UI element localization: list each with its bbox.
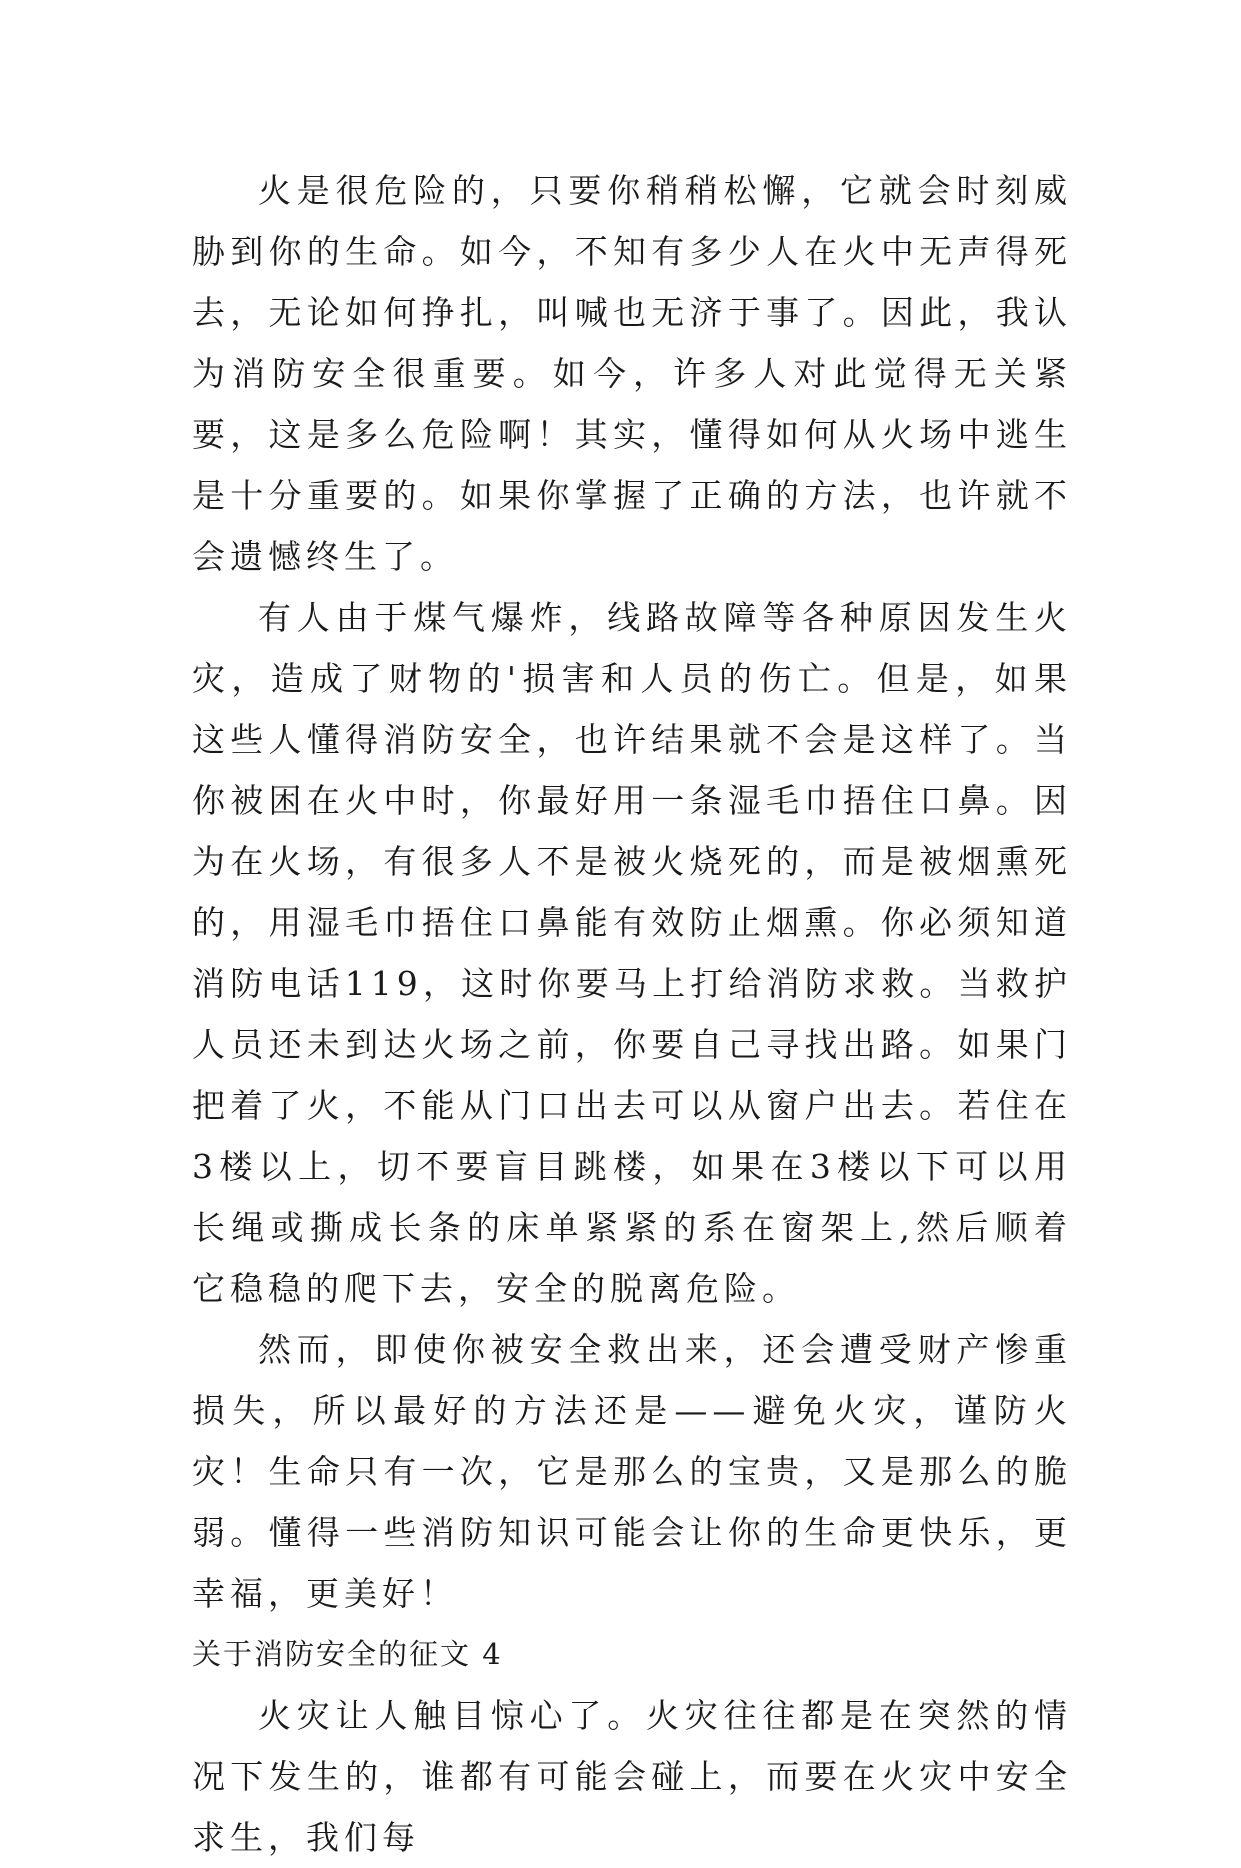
paragraph-escape-methods: 有人由于煤气爆炸，线路故障等各种原因发生火灾，造成了财物的'损害和人员的伤亡。但是，如果这些人懂得消防安全，也许结果就不会是这样了。当你被困在火中时，你最好用一条湿毛巾捂住口鼻。因为在火场，有很多人不是被火烧死的，而是被烟熏死的，用湿毛巾捂住口鼻能有效防止烟熏。你必须知道消防电话119，这时你要马上打给消防求救。当救护人员还未到达火场之前，你要自己寻找出路。如果门把着了火，不能从门口出去可以从窗户出去。若住在3楼以上，切不要盲目跳楼，如果在3楼以下可以用长绳或撕成长条的床单紧紧的系在窗架上,然后顺着它稳稳的爬下去，安全的脱离危险。 (192, 598, 1072, 1308)
paragraph-fire-danger: 火是很危险的，只要你稍稍松懈，它就会时刻威胁到你的生命。如今，不知有多少人在火中无声得死去，无论如何挣扎，叫喊也无济于事了。因此，我认为消防安全很重要。如今，许多人对此觉得无关紧要，这是多么危险啊！其实，懂得如何从火场中逃生是十分重要的。如果你掌握了正确的方法，也许就不会遗憾终生了。 (192, 171, 1072, 576)
paragraph-essay-4-intro: 火灾让人触目惊心了。火灾往往都是在突然的情况下发生的，谁都有可能会碰上，而要在火灾中安全求生，我们每 (192, 1696, 1072, 1857)
section-heading: 关于消防安全的征文 4 (192, 1637, 503, 1671)
paragraph-prevention: 然而，即使你被安全救出来，还会遭受财产惨重损失，所以最好的方法还是——避免火灾，谨防火灾！生命只有一次，它是那么的宝贵，又是那么的脆弱。懂得一些消防知识可能会让你的生命更快乐，更幸福，更美好！ (192, 1330, 1072, 1613)
document-body (192, 160, 1072, 1868)
